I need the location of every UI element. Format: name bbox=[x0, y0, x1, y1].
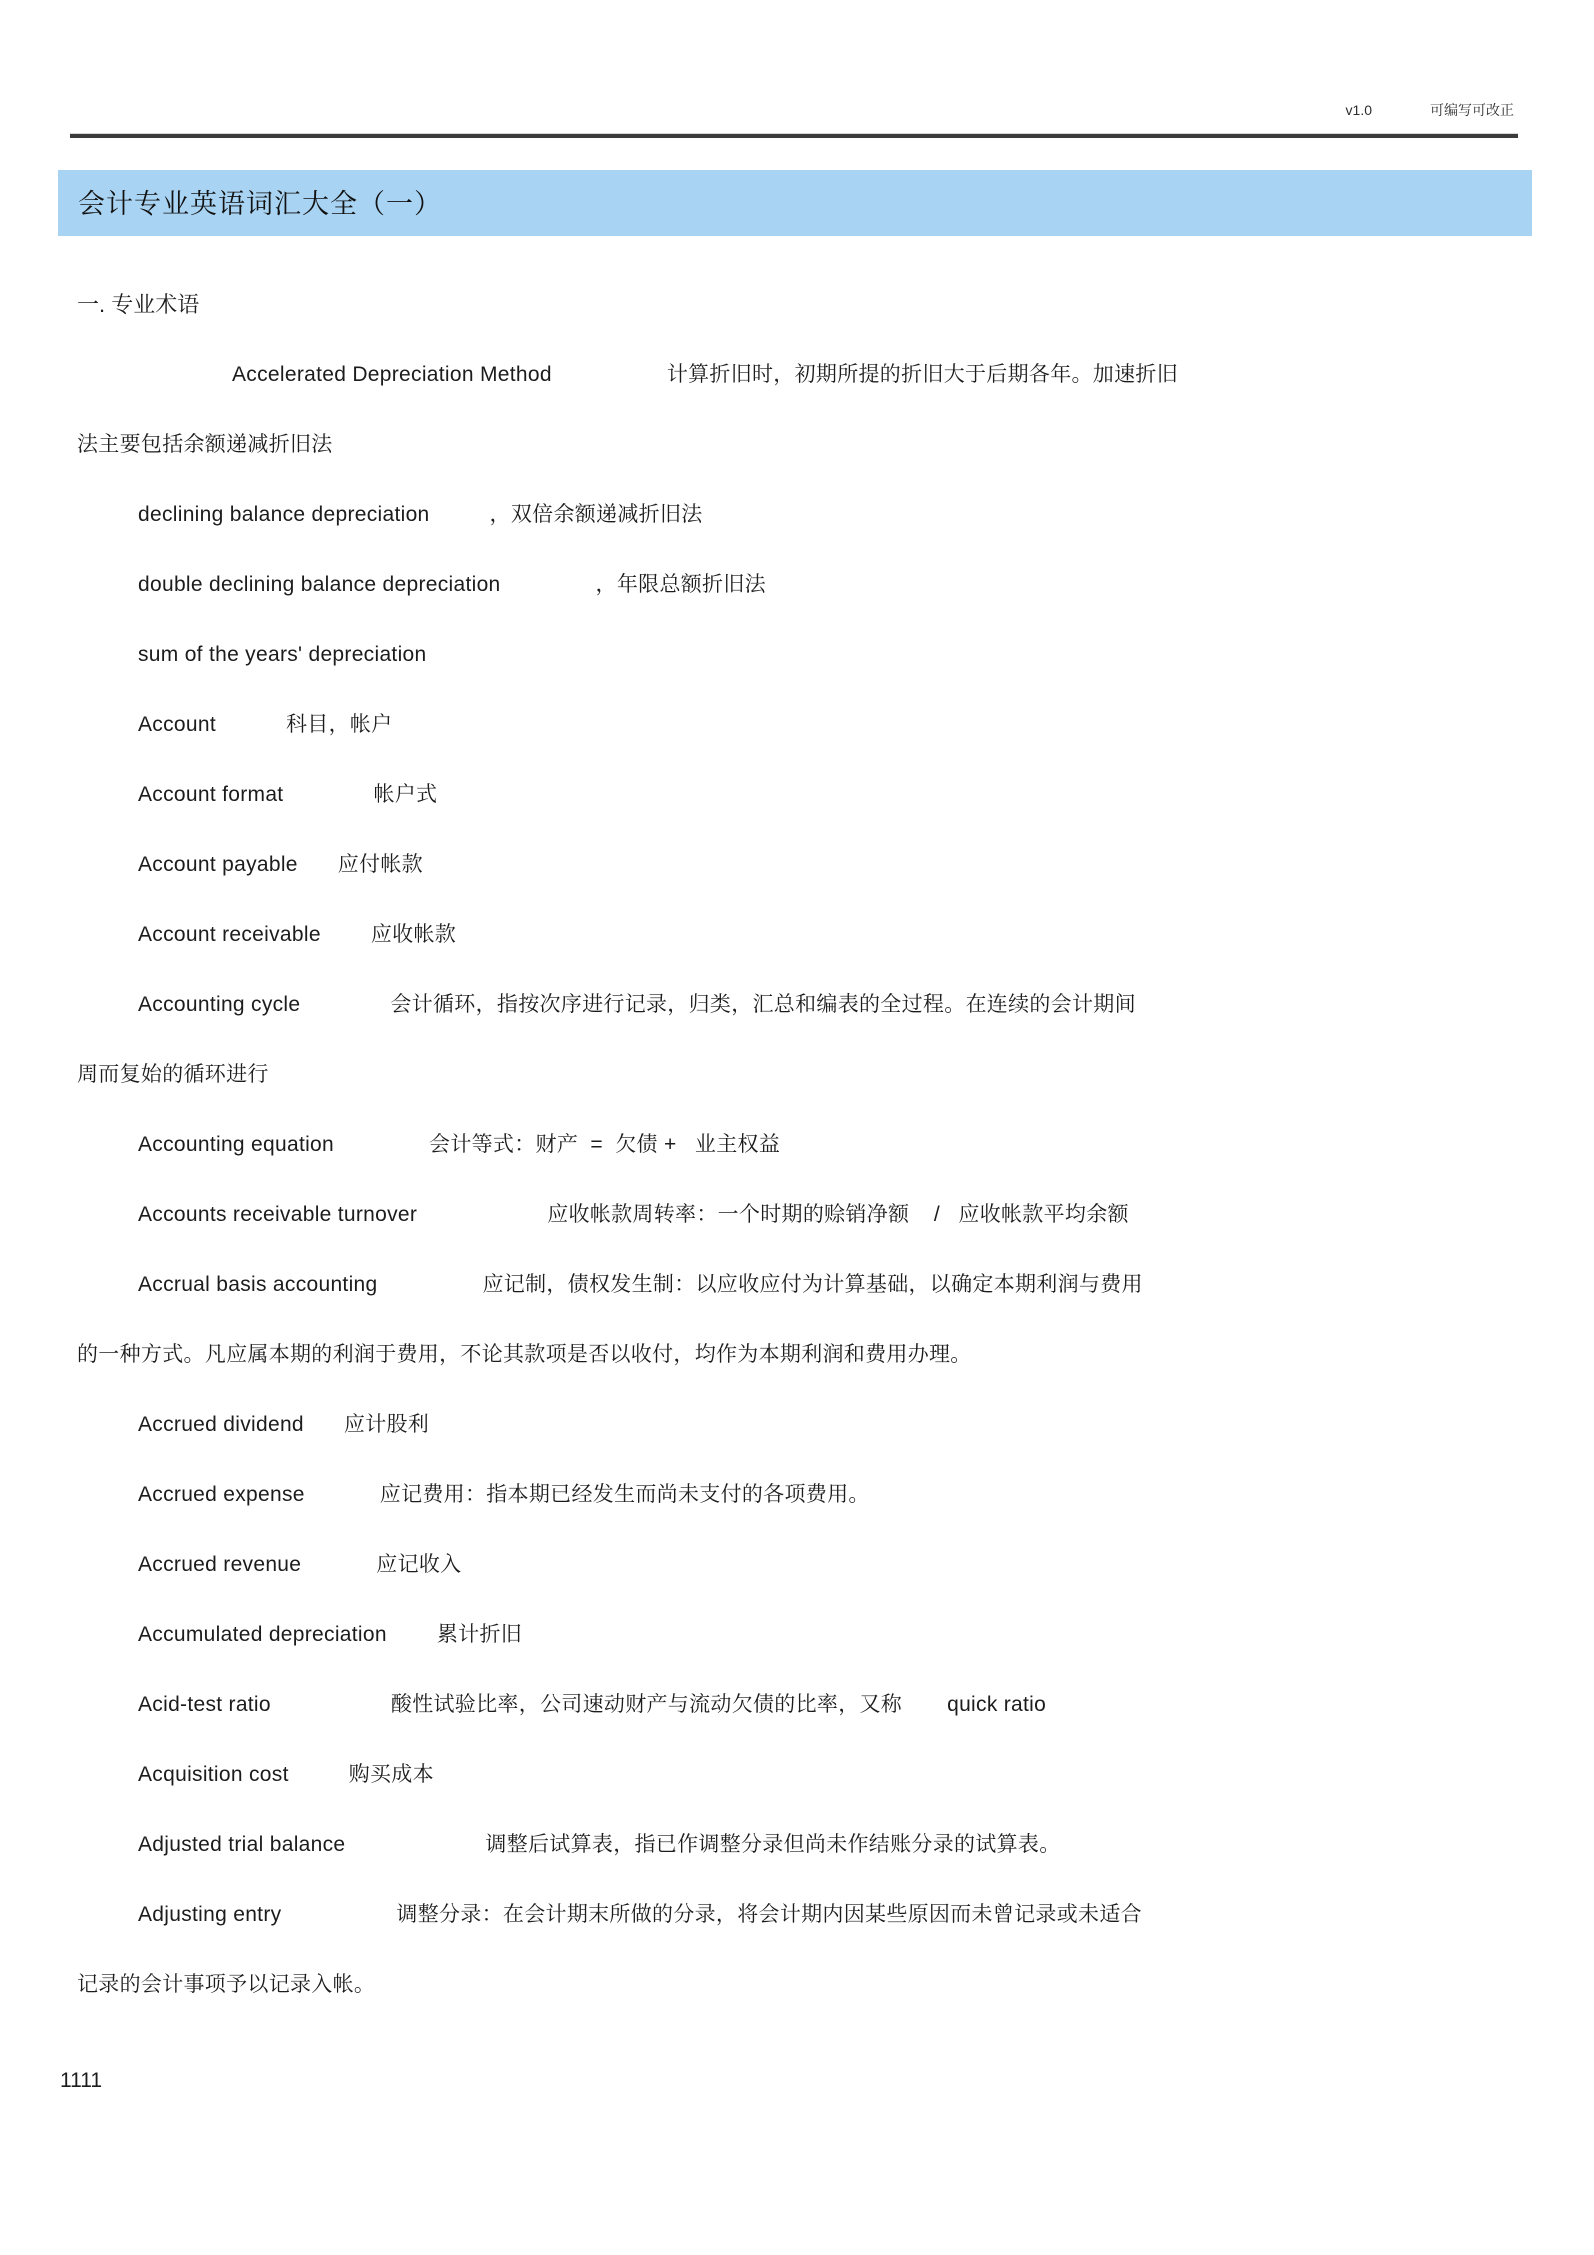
term-chinese: 记录的会计事项予以记录入帐。 bbox=[77, 1973, 376, 1996]
tab-gap bbox=[501, 590, 596, 591]
term-english: double declining balance depreciation bbox=[138, 573, 501, 596]
term-paragraph bbox=[77, 1390, 1512, 1460]
term-english: Accrued expense bbox=[138, 1483, 305, 1506]
term-chinese: 应记费用：指本期已经发生而尚未支付的各项费用。 bbox=[379, 1483, 870, 1506]
term-paragraph bbox=[77, 1810, 1512, 1880]
version-label: v1.0 bbox=[1345, 102, 1372, 118]
term-chinese: 法主要包括余额递减折旧法 bbox=[77, 433, 333, 456]
term-chinese: 科目，帐户 bbox=[285, 713, 393, 736]
tab-gap bbox=[387, 1640, 437, 1641]
term-english: Account payable bbox=[138, 853, 298, 876]
term-english: Adjusted trial balance bbox=[138, 1833, 346, 1856]
tab-gap bbox=[216, 730, 286, 731]
term-chinese: 应计股利 bbox=[343, 1413, 430, 1436]
header-divider bbox=[70, 133, 1518, 138]
tab-gap bbox=[304, 1430, 344, 1431]
term-english: Accrual basis accounting bbox=[138, 1273, 378, 1296]
tab-gap bbox=[417, 1220, 547, 1221]
term-paragraph bbox=[77, 690, 1512, 760]
term-paragraph bbox=[77, 830, 1512, 900]
term-chinese: 周而复始的循环进行 bbox=[77, 1063, 269, 1086]
tab-gap bbox=[902, 1710, 947, 1711]
tab-gap bbox=[552, 380, 667, 381]
term-chinese: 帐户式 bbox=[373, 783, 438, 806]
term-english: declining balance depreciation bbox=[138, 503, 430, 526]
page-footer bbox=[60, 2046, 102, 2116]
term-paragraph bbox=[77, 340, 1512, 480]
tab-gap bbox=[298, 870, 338, 871]
term-english: Accounting cycle bbox=[138, 993, 301, 1016]
tab-gap bbox=[321, 940, 371, 941]
tab-gap bbox=[281, 1920, 396, 1921]
term-paragraph bbox=[77, 550, 1512, 620]
term-english: Account bbox=[138, 713, 216, 736]
document-header bbox=[1346, 100, 1514, 120]
term-english: Acquisition cost bbox=[138, 1763, 289, 1786]
term-english: Accelerated Depreciation Method bbox=[232, 363, 552, 386]
term-english: Account format bbox=[138, 783, 284, 806]
term-paragraph bbox=[77, 760, 1512, 830]
term-chinese: 应付帐款 bbox=[337, 853, 423, 876]
term-english: Adjusting entry bbox=[138, 1903, 282, 1926]
term-chinese: 应记收入 bbox=[376, 1553, 462, 1576]
term-chinese: 计算折旧时，初期所提的折旧大于后期各年。加速折旧 bbox=[666, 363, 1179, 386]
term-english: Accumulated depreciation bbox=[138, 1623, 387, 1646]
term-paragraph bbox=[77, 900, 1512, 970]
page-title: 会计专业英语词汇大全（一） bbox=[78, 189, 442, 219]
tab-gap bbox=[430, 520, 490, 521]
title-bar bbox=[58, 170, 1532, 236]
term-english: Accounting equation bbox=[138, 1133, 335, 1156]
term-paragraph bbox=[77, 970, 1512, 1110]
term-english: Account receivable bbox=[138, 923, 321, 946]
tab-gap bbox=[378, 1290, 483, 1291]
tab-gap bbox=[300, 1010, 390, 1011]
term-english: Accrued revenue bbox=[138, 1553, 302, 1576]
document-body bbox=[77, 270, 1512, 2020]
term-paragraph bbox=[77, 1250, 1512, 1390]
editable-note: 可编写可改正 bbox=[1430, 102, 1514, 118]
term-english: Acid-test ratio bbox=[138, 1693, 271, 1716]
term-english: Accounts receivable turnover bbox=[138, 1203, 418, 1226]
term-chinese: 的一种方式。凡应属本期的利润于费用，不论其款项是否以收付，均作为本期利润和费用办理。 bbox=[77, 1343, 972, 1366]
term-paragraph bbox=[77, 620, 1512, 690]
term-paragraph bbox=[77, 1460, 1512, 1530]
term-paragraph bbox=[77, 1530, 1512, 1600]
term-chinese: 应收帐款周转率：一个时期的赊销净额 / 应收帐款平均余额 bbox=[547, 1203, 1129, 1226]
term-english-suffix: quick ratio bbox=[947, 1693, 1047, 1716]
tab-gap bbox=[283, 800, 373, 801]
term-chinese: 应记制，债权发生制：以应收应付为计算基础，以确定本期利润与费用 bbox=[482, 1273, 1143, 1296]
term-paragraph bbox=[77, 1670, 1512, 1740]
term-chinese: 应收帐款 bbox=[370, 923, 457, 946]
term-paragraph bbox=[77, 480, 1512, 550]
term-chinese: 酸性试验比率，公司速动财产与流动欠债的比率，又称 bbox=[390, 1693, 903, 1716]
term-english: Accrued dividend bbox=[138, 1413, 304, 1436]
terms-list bbox=[77, 340, 1512, 2020]
term-paragraph bbox=[77, 1180, 1512, 1250]
tab-gap bbox=[345, 1850, 485, 1851]
term-chinese: 购买成本 bbox=[348, 1763, 434, 1786]
term-chinese: ，年限总额折旧法 bbox=[595, 573, 766, 596]
term-paragraph bbox=[77, 1880, 1512, 2020]
section-heading: 一. 专业术语 bbox=[77, 292, 200, 317]
page-number: 1111 bbox=[60, 2069, 103, 2092]
tab-gap bbox=[305, 1500, 380, 1501]
term-paragraph bbox=[77, 1740, 1512, 1810]
tab-gap bbox=[289, 1780, 349, 1781]
tab-gap bbox=[301, 1570, 376, 1571]
term-english: sum of the years' depreciation bbox=[138, 643, 427, 666]
term-chinese: 会计循环，指按次序进行记录，归类，汇总和编表的全过程。在连续的会计期间 bbox=[390, 993, 1136, 1016]
term-paragraph bbox=[77, 1600, 1512, 1670]
tab-gap bbox=[334, 1150, 429, 1151]
term-chinese: 调整后试算表，指已作调整分录但尚未作结账分录的试算表。 bbox=[485, 1833, 1061, 1856]
term-chinese: ，双倍余额递减折旧法 bbox=[489, 503, 703, 526]
term-chinese: 累计折旧 bbox=[436, 1623, 523, 1646]
term-chinese: 会计等式：财产 = 欠债 + 业主权益 bbox=[429, 1133, 781, 1156]
term-paragraph bbox=[77, 1110, 1512, 1180]
term-chinese: 调整分录：在会计期末所做的分录，将会计期内因某些原因而未曾记录或未适合 bbox=[396, 1903, 1142, 1926]
tab-gap bbox=[271, 1710, 391, 1711]
